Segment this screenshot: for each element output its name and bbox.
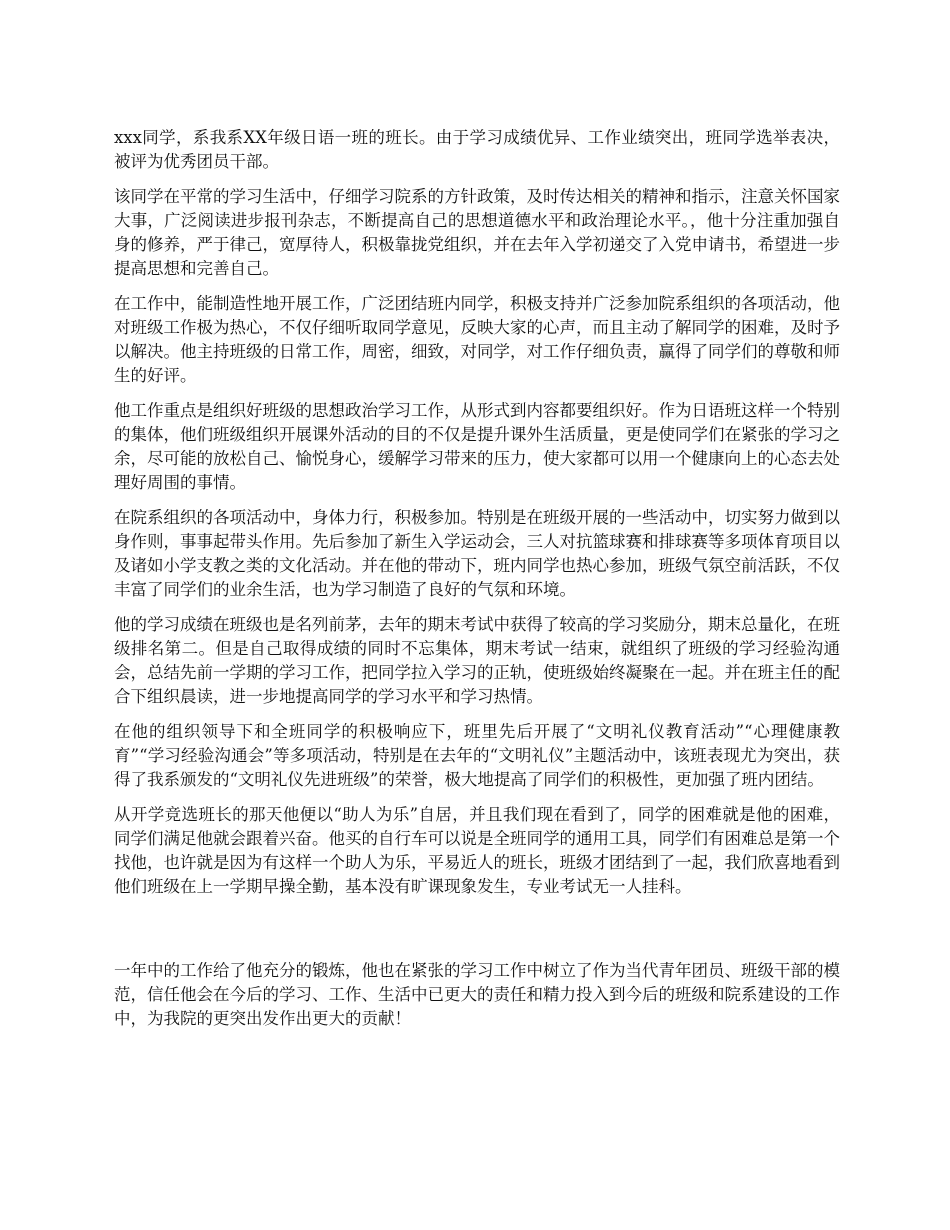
paragraph-7: 在他的组织领导下和全班同学的积极响应下，班里先后开展了“文明礼仪教育活动”“心理健康教育”“学习经验沟通会”等多项活动，特别是在去年的“文明礼仪”主题活动中，该班表现尤为突出，获得了我系颁发的“文明礼仪先进班级”的荣誉，极大地提高了同学们的积极性，更加强了班内团结。 bbox=[114, 722, 840, 789]
paragraph-4: 他工作重点是组织好班级的思想政治学习工作，从形式到内容都要组织好。作为日语班这样一个特别的集体，他们班级组织开展课外活动的目的不仅是提升课外生活质量，更是使同学们在紧张的学习之余，尽可能的放松自己、愉悦身心，缓解学习带来的压力，使大家都可以用一个健康向上的心态去处理好周围的事情。 bbox=[114, 401, 840, 492]
paragraph-5: 在院系组织的各项活动中，身体力行，积极参加。特别是在班级开展的一些活动中，切实努力做到以身作则，事事起带头作用。先后参加了新生入学运动会，三人对抗篮球赛和排球赛等多项体育项目以及诸如小学支教之类的文化活动。并在他的带动下，班内同学也热心参加，班级气氛空前活跃，不仅丰富了同学们的业余生活，也为学习制造了良好的气氛和环境。 bbox=[114, 508, 840, 599]
paragraph-2: 该同学在平常的学习生活中，仔细学习院系的方针政策，及时传达相关的精神和指示，注意关怀国家大事，广泛阅读进步报刊杂志，不断提高自己的思想道德水平和政治理论水平。，他十分注重加强自身的修养，严于律己，宽厚待人，积极靠拢党组织，并在去年入学初递交了入党申请书，希望进一步提高思想和完善自己。 bbox=[114, 187, 840, 278]
document-body bbox=[114, 126, 840, 1042]
paragraph-9: 一年中的工作给了他充分的锻炼，他也在紧张的学习工作中树立了作为当代青年团员、班级干部的模范，信任他会在今后的学习、工作、生活中已更大的责任和精力投入到今后的班级和院系建设的工作中，为我院的更突出发作出更大的贡献！ bbox=[114, 961, 840, 1028]
paragraph-6: 他的学习成绩在班级也是名列前茅，去年的期末考试中获得了较高的学习奖励分，期末总量化，在班级排名第二。但是自己取得成绩的同时不忘集体，期末考试一结束，就组织了班级的学习经验沟通会，总结先前一学期的学习工作，把同学拉入学习的正轨，使班级始终凝聚在一起。并在班主任的配合下组织晨读，进一步地提高同学的学习水平和学习热情。 bbox=[114, 615, 840, 706]
paragraph-1: xxx同学，系我系XX年级日语一班的班长。由于学习成绩优异、工作业绩突出，班同学选举表决，被评为优秀团员干部。 bbox=[114, 128, 840, 171]
paragraph-8: 从开学竞选班长的那天他便以“助人为乐”自居，并且我们现在看到了，同学的困难就是他的困难，同学们满足他就会跟着兴奋。他买的自行车可以说是全班同学的通用工具，同学们有困难总是第一个找他，也许就是因为有这样一个助人为乐，平易近人的班长，班级才团结到了一起，我们欣喜地看到他们班级在上一学期早操全勤，基本没有旷课现象发生，专业考试无一人挂科。 bbox=[114, 805, 840, 896]
paragraph-3: 在工作中，能制造性地开展工作，广泛团结班内同学，积极支持并广泛参加院系组织的各项活动，他对班级工作极为热心，不仅仔细听取同学意见，反映大家的心声，而且主动了解同学的困难，及时予以解决。他主持班级的日常工作，周密，细致，对同学，对工作仔细负责，赢得了同学们的尊敬和师生的好评。 bbox=[114, 294, 840, 385]
blank-space bbox=[114, 910, 840, 959]
